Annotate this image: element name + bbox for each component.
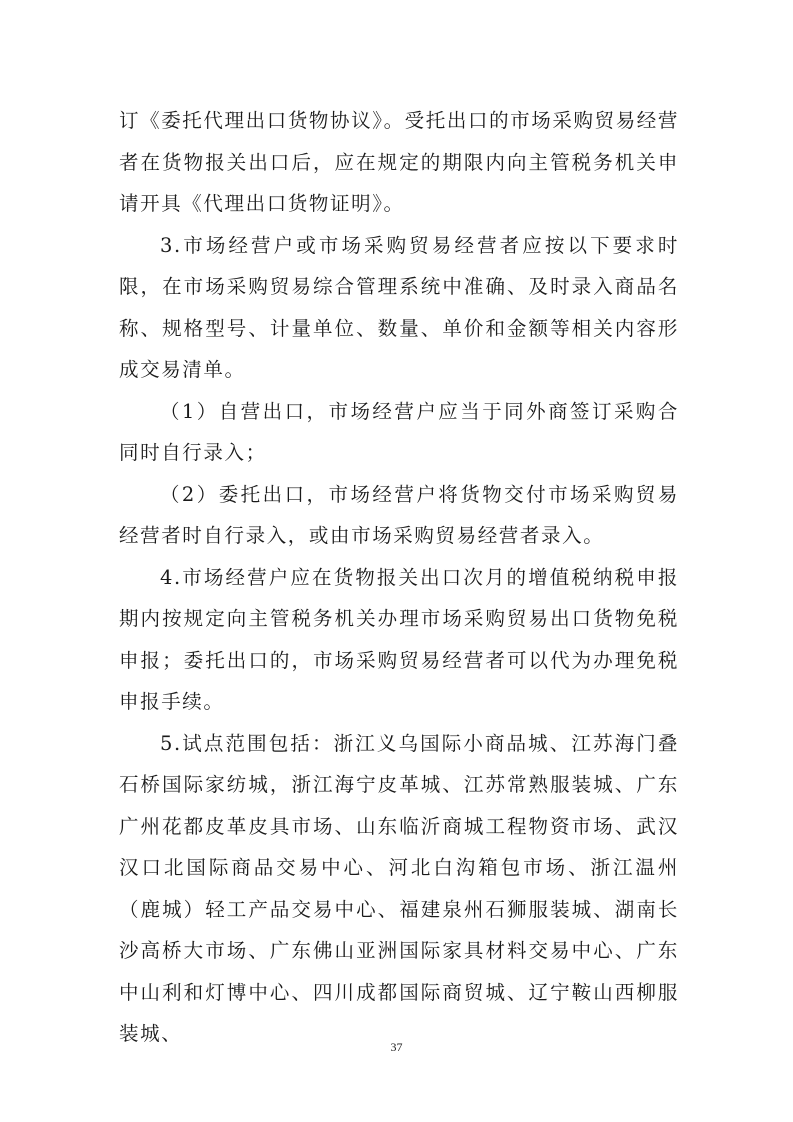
paragraph-subitem-1: （1）自营出口，市场经营户应当于同外商签订采购合同时自行录入；: [119, 399, 679, 464]
body-text: [119, 100, 679, 1055]
paragraph-item-5: 5.试点范围包括：浙江义乌国际小商品城、江苏海门叠石桥国际家纺城，浙江海宁皮革城、江苏常熟服装城、广东广州花都皮革皮具市场、山东临沂商城工程物资市场、武汉汉口北国际商品交易中心、河北白沟箱包市场、浙江温州（鹿城）轻工产品交易中心、福建泉州石狮服装城、湖南长沙高桥大市场、广东佛山亚洲国际家具材料交易中心、广东中山利和灯博中心、四川成都国际商贸城、辽宁鞍山西柳服装城、: [119, 731, 679, 1045]
paragraph-continuation: 订《委托代理出口货物协议》。受托出口的市场采购贸易经营者在货物报关出口后，应在规定的期限内向主管税务机关申请开具《代理出口货物证明》。: [119, 109, 679, 215]
paragraph-item-4: 4.市场经营户应在货物报关出口次月的增值税纳税申报期内按规定向主管税务机关办理市场采购贸易出口货物免税申报；委托出口的，市场采购贸易经营者可以代为办理免税申报手续。: [119, 565, 679, 713]
paragraph-subitem-2: （2）委托出口，市场经营户将货物交付市场采购贸易经营者时自行录入，或由市场采购贸易经营者录入。: [119, 482, 679, 547]
page-number: 37: [390, 1040, 403, 1054]
paragraph-item-3: 3.市场经营户或市场采购贸易经营者应按以下要求时限，在市场采购贸易综合管理系统中准确、及时录入商品名称、规格型号、计量单位、数量、单价和金额等相关内容形成交易清单。: [119, 233, 679, 381]
